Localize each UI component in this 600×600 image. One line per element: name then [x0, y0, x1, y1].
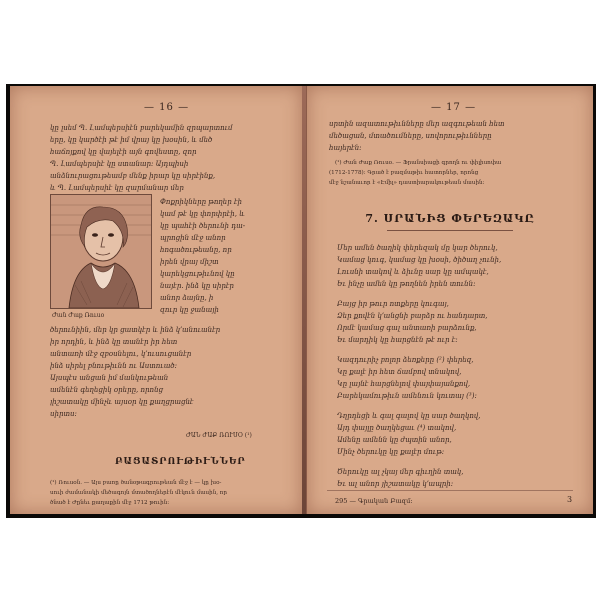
text-line: հաճոյքով կը վայելէի այն գովեստը, զոր: [50, 148, 197, 156]
poem-title: 7. ՍՐԱՆԻՑ ՓԵՐԵԶԱԿԸ: [365, 212, 535, 225]
text-line: ծերունիին, մեր կր ցատկէր և ինձ կ՚անուանէր: [50, 326, 221, 334]
text-line: յիշատակը մինչև այսօր կը քաղցրացնէ: [50, 398, 194, 406]
poem-line: Մեր ամեն ծաղիկ փերեզակ մը կար ծերուկ,: [337, 244, 498, 252]
poem-line: Լուսնի տակով և ձիւնը սար կը ամպակէ,: [337, 268, 489, 276]
section-heading: ԲԱՑԱՏՐՈՒԹԻՒՆՆԵՐ: [115, 457, 246, 467]
text-line: կամ թէ կը փորփրէի, և: [160, 210, 245, 218]
portrait-engraving: [51, 195, 151, 308]
left-page: [10, 86, 303, 514]
page-number-right: — 17 —: [431, 102, 477, 113]
poem-line: Կը լայնէ հարցնելով փայփայանքով,: [337, 380, 471, 388]
portrait-caption: Ժան Ժաք Ռուսօ: [52, 312, 105, 319]
text-line: իրեն վրայ միշտ: [160, 258, 219, 266]
right-page: [306, 86, 593, 514]
text-line: հոգածութեանը, որ: [160, 246, 232, 254]
poem-line: Կը քալէ իր հետ ճամբով տնակով,: [337, 368, 462, 376]
poem-line: Ամենը ամենն կը ժպտին անոր,: [337, 436, 452, 444]
note-line: մէջ նշանաւոր է «Էմիլ» դաստիարակութեան մասին:: [329, 180, 485, 186]
text-line: պրոցին մէջ անոր: [160, 234, 226, 242]
note-line: (¹) Ժան Ժաք Ռուսօ. — Ֆրանսիացի գրողն ու փիլիսոփա: [335, 160, 502, 166]
poem-line: Որմէ կամաց գալ անտառի բարձունք,: [337, 324, 477, 332]
text-line: հայերէն:: [329, 144, 362, 152]
poem-line: Ձեր քովէն կ՚անցնի բարձր ու հանդարտ,: [337, 312, 488, 320]
text-line: կարեկցութիւնով կը: [160, 270, 235, 278]
text-line: կը պահէի ծերունի դա-: [160, 222, 246, 230]
book-spread: [6, 84, 596, 518]
poem-line: Դղրդեցի և գալ գալով կը սար ծաղկով,: [337, 412, 481, 420]
text-line: Փոքրիկները թողեր էի: [160, 198, 242, 206]
author-signature: ԺԱՆ ԺԱՔ ՌՈՒՍՕ (¹): [186, 432, 252, 439]
text-line: սրտին ազատութիւնները մեր ազգութեան հետ: [329, 120, 505, 128]
text-line: սիրտս:: [50, 410, 77, 418]
text-line: անտառի մէջ զբօսնելու, կ՚ուսուցանէր: [50, 350, 192, 358]
footer-rule: [327, 490, 573, 491]
text-line: Պ. Լամպերսիէ կը ստանար: Այդպիսի: [50, 160, 189, 168]
note-line: ծնած է Ժընեւ քաղաքին մէջ 1712 թուին:: [50, 500, 170, 506]
text-line: Այսպէս անցան իմ մանկութեան: [50, 374, 169, 382]
poem-line: Եւ ալ անոր յիշատակը կ՚ապրի:: [337, 480, 454, 488]
title-rule: [387, 230, 513, 231]
note-line: (1712-1778): Գրած է բազմաթիւ հատորներ, որոնց: [329, 170, 479, 176]
text-line: ամենէն գեղեցիկ օրերը, որոնց: [50, 386, 164, 394]
text-line: անձնուրացութեամբ մենք իրար կը սիրէինք,: [50, 172, 216, 180]
text-line: անոր ձայնը, ի: [160, 294, 214, 302]
text-line: իր որդին, և ինձ կը տանէր իր հետ: [50, 338, 178, 346]
poem-line: Ծերուկը ալ չկայ մեր գիւղին տակ,: [337, 468, 464, 476]
poem-line: Բայց իր թուր ոտքերը կուգայ,: [337, 300, 449, 308]
page-footer: 295 — Գրական Բազմ:: [335, 497, 413, 505]
text-line: և Պ. Լամպերսիէ կը զարմանար մեր: [50, 184, 184, 192]
poem-line: Բարեկամութիւն ամենուն կուտայ (³):: [337, 392, 477, 400]
signature-mark: 3: [567, 495, 573, 504]
text-line: զուր կը ջանայի: [160, 306, 219, 314]
poem-line: Եւ ինչը ամեն կը թողնեն իրեն տունն:: [337, 280, 476, 288]
text-line: կը լսեմ Պ. Լամպերսիէն բարեկամին զրպարտում: [50, 124, 233, 132]
poem-line: Եւ մարդիկ կը հարցնէն թէ ուր է:: [337, 336, 458, 344]
text-line: ինձ սիրել բնութիւնն ու Աստուած:: [50, 362, 177, 370]
portrait-image: [50, 194, 152, 309]
note-line: (¹) Ռուսօն. — Այս բառը ծանօթագրութեան մէջ է — կը խօ-: [50, 480, 222, 486]
poem-line: Կազդուրիչ բոլոր ձեռքերը (²) փերեզ,: [337, 356, 474, 364]
text-line: երը, կը կարծէի թէ իմ վրայ կը խօսին, և մեծ: [50, 136, 213, 144]
note-line: սուի ժամանակի մեծագոյն մտածողներէն մէկուն մասին, որ: [50, 490, 228, 496]
poem-line: Մինչ ծերուկը կը քալէր մութ:: [337, 448, 445, 456]
poem-line: Կամաց կուգ, կամաց կը խօսի, ծիծաղ չունի,: [337, 256, 502, 264]
poem-line: Այդ փայլը ծաղկեցաւ (⁴) տակով,: [337, 424, 457, 432]
text-line: մեծացան, մտածումները, սովորութիւնները: [329, 132, 492, 140]
page-number-left: — 16 —: [144, 102, 190, 113]
text-line: նայէր. ինձ կը սիրէր: [160, 282, 234, 290]
